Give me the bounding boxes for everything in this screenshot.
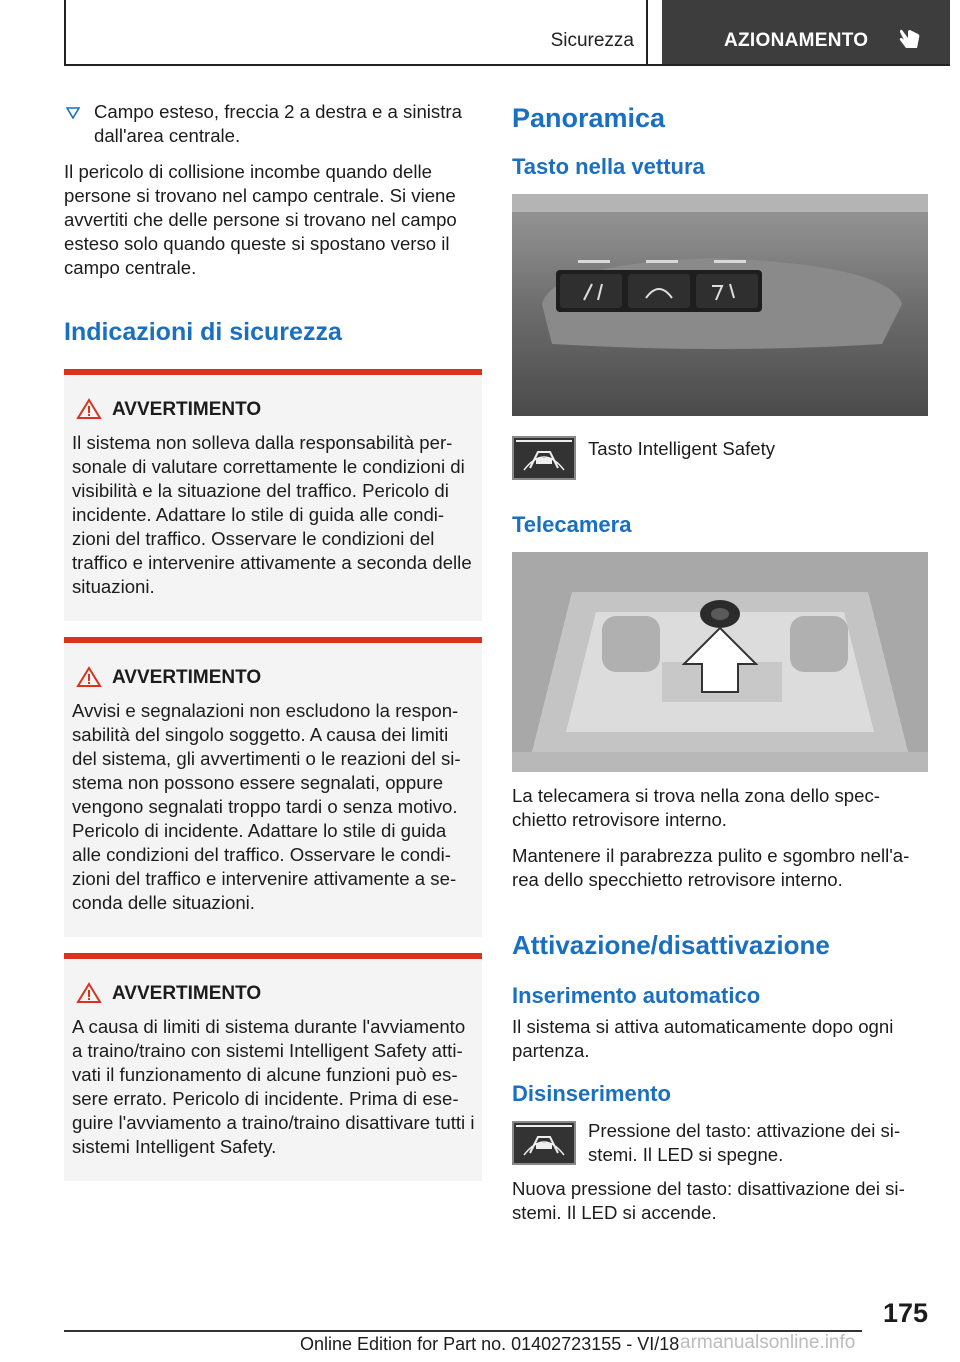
header-section-box (64, 0, 648, 64)
footer-edition: Online Edition for Part no. 01402723155 - VI/18 (300, 1334, 680, 1354)
camera-paragraph-2: Mantenere il parabrezza pulito e sgombro nell'area dello specchietto retrovisore interno. (512, 845, 910, 890)
footer-watermark: armanualsonline.info (680, 1332, 856, 1353)
camera-photo (512, 552, 928, 772)
triangle-bullet-icon (66, 107, 80, 119)
intelligent-safety-button-icon (512, 1121, 576, 1165)
warning-box (64, 369, 482, 621)
auto-activation-paragraph: Il sistema si attiva automaticamente dopo ogni partenza. (512, 1015, 894, 1061)
safety-heading: Indicazioni di sicurezza (64, 318, 342, 346)
warning-box (64, 637, 482, 937)
warning-title-text: AVVERTIMENTO (112, 399, 262, 420)
warning-title (72, 981, 476, 1007)
header-chapter-label: AZIONAMENTO (724, 30, 869, 51)
intelligent-safety-button-icon (512, 436, 576, 480)
warning-triangle-icon (76, 982, 102, 1004)
deactivation-paragraph-2: Nuova pressione del tasto: disattivazione dei sistemi. Il LED si accende. (512, 1177, 905, 1223)
button-caption: Tasto Intelligent Safety (588, 438, 776, 459)
overview-heading: Panoramica (512, 103, 666, 133)
deactivation-paragraph-1: Pressione del tasto: attivazione dei sistemi. Il LED si spegne. (588, 1119, 901, 1165)
warning-triangle-icon (76, 398, 102, 420)
warning-triangle-icon (76, 666, 102, 688)
bullet-item (64, 100, 482, 148)
warning-text: Avvisi e segnalazioni non escludono la responsabilità del singolo soggetto. A causa dei limiti del sistema, gli avvertimenti o le reazioni del sistema non possono essere segnalati, oppure vengono segnalati troppo tardi o senza motivo. Pericolo di incidente. Adattare lo stile di guida alle condizioni del traffico. Osservare le condizioni del traffico e intervenire attivamente a seconda delle situazioni. (72, 700, 461, 913)
warning-title-text: AVVERTIMENTO (112, 667, 262, 688)
header-section-label: Sicurezza (550, 30, 634, 51)
header-rule (64, 64, 950, 66)
left-column (64, 100, 482, 1181)
button-subheading: Tasto nella vettura (512, 154, 705, 179)
activation-heading: Attivazione/disattivazione (512, 930, 830, 960)
collision-paragraph: Il pericolo di collisione incombe quando delle persone si trovano nel campo centrale. Si viene avvertiti che delle persone si trovano nel campo esteso solo quando queste si spostano verso il campo centrale. (64, 161, 457, 278)
deactivation-step (512, 1119, 928, 1167)
warning-box (64, 953, 482, 1181)
hand-pointer-icon (896, 26, 922, 52)
header-chapter-tab (662, 0, 950, 64)
right-column (512, 100, 928, 1225)
deactivation-subheading: Disinserimento (512, 1080, 671, 1106)
warning-title-text: AVVERTIMENTO (112, 983, 262, 1004)
button-panel-photo (512, 194, 928, 416)
warning-title (72, 397, 476, 423)
bullet-text: Campo esteso, freccia 2 a destra e a sinistra dall'area centrale. (94, 101, 462, 146)
warning-title (72, 665, 476, 691)
camera-paragraph-1: La telecamera si trova nella zona dello specchietto retrovisore interno. (512, 785, 880, 830)
camera-subheading: Telecamera (512, 512, 632, 537)
auto-activation-subheading: Inserimento automatico (512, 982, 761, 1008)
page-number: 175 (882, 1298, 928, 1328)
button-caption-row (512, 432, 928, 480)
warning-text: Il sistema non solleva dalla responsabilità personale di valutare correttamente le condizioni di visibilità e la situazione del traffico. Pericolo di incidente. Adattare lo stile di guida alle condizioni del traffico. Osservare le condizioni del traffico e intervenire attivamente a seconda delle situazioni. (72, 432, 472, 597)
warning-text: A causa di limiti di sistema durante l'avviamento a traino/traino con sistemi Intelligent Safety attivati il funzionamento di alcune funzioni può essere errato. Pericolo di incidente. Prima di eseguire l'avviamento a traino/traino disattivare tutti i sistemi Intelligent Safety. (72, 1016, 475, 1157)
